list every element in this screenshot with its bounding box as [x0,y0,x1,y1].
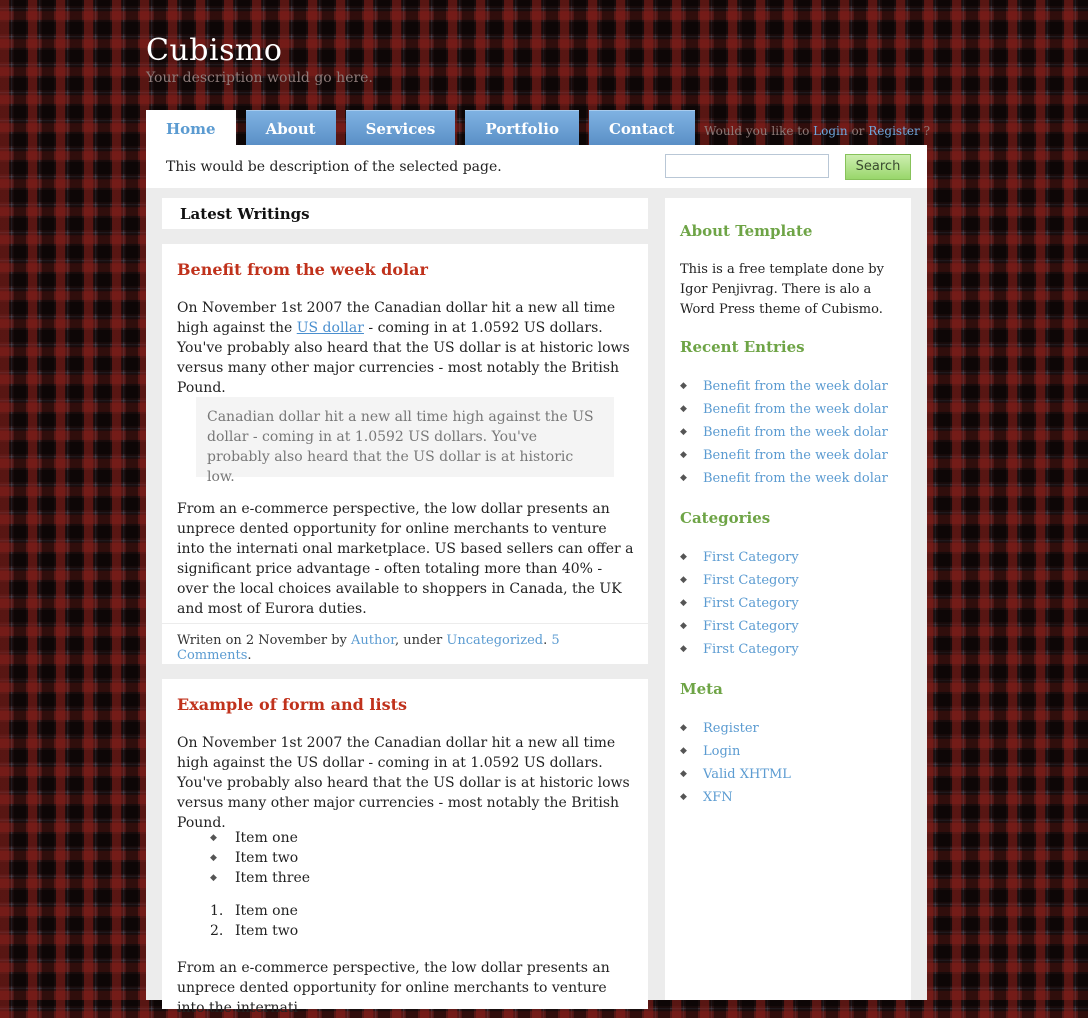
recent-entry-link[interactable] [680,467,888,490]
diamond-bullet-icon: ◆ [680,381,687,391]
recent-entries-list [680,375,888,490]
meta-link[interactable] [680,786,791,809]
us-dollar-link[interactable]: US dollar [296,320,364,336]
tab-services[interactable]: Services [346,110,456,145]
diamond-bullet-icon: ◆ [680,746,687,756]
recent-entry-link[interactable] [680,444,888,467]
sidebar [665,198,911,1000]
recent-entry-link[interactable] [680,421,888,444]
category-label[interactable]: First Category [703,550,799,565]
page-description-bar [146,145,927,188]
diamond-bullet-icon: ◆ [210,873,217,883]
section-title: Latest Writings [180,205,310,223]
category-link[interactable]: Uncategorized [446,633,544,648]
meta-list [680,717,791,809]
categories-heading: Categories [680,509,771,527]
post-paragraph: From an e-commerce perspective, the low dollar presents an unprece dented opportunity for online merchants to venture into the internati [177,960,610,1016]
category-label[interactable]: First Category [703,642,799,657]
content-wrapper [146,145,927,1016]
meta-heading: Meta [680,680,723,698]
meta-label[interactable]: XFN [703,790,733,805]
list-number: 2. [210,923,224,939]
diamond-bullet-icon: ◆ [680,427,687,437]
category-link[interactable] [680,615,799,638]
about-text: This is a free template done by Igor Penjivrag. There is alo a Word Press theme of Cubismo. [680,262,884,317]
category-link[interactable] [680,546,799,569]
diamond-bullet-icon: ◆ [680,621,687,631]
login-prompt-prefix: Would you like to [704,124,810,138]
post-meta-text: , under [395,633,443,648]
list-item [210,921,298,941]
meta-label[interactable]: Register [703,721,759,736]
category-label[interactable]: First Category [703,619,799,634]
category-link[interactable] [680,569,799,592]
recent-entry-link[interactable] [680,398,888,421]
diamond-bullet-icon: ◆ [680,598,687,608]
list-item [210,901,298,921]
recent-entry-label[interactable]: Benefit from the week dolar [703,471,888,486]
diamond-bullet-icon: ◆ [680,769,687,779]
diamond-bullet-icon: ◆ [680,644,687,654]
meta-link[interactable] [680,717,791,740]
post-meta-text: . [247,648,252,663]
post-title[interactable]: Example of form and lists [177,695,407,714]
post-title[interactable]: Benefit from the week dolar [177,260,428,279]
post-card [162,244,648,664]
list-item-label: Item one [235,903,298,919]
recent-entry-label[interactable]: Benefit from the week dolar [703,448,888,463]
category-label[interactable]: First Category [703,573,799,588]
recent-entry-label[interactable]: Benefit from the week dolar [703,425,888,440]
login-prompt [704,124,930,138]
recent-entry-link[interactable] [680,375,888,398]
author-link[interactable]: Author [351,633,396,648]
diamond-bullet-icon: ◆ [680,792,687,802]
meta-label[interactable]: Login [703,744,741,759]
list-item [210,848,310,868]
search-button[interactable]: Search [845,154,911,180]
meta-link[interactable] [680,740,791,763]
diamond-bullet-icon: ◆ [680,723,687,733]
tab-about[interactable]: About [246,110,336,145]
register-link[interactable]: Register [868,124,920,138]
tab-portfolio[interactable]: Portfolio [465,110,579,145]
about-heading: About Template [680,222,813,240]
blockquote: Canadian dollar hit a new all time high against the US dollar - coming in at 1.0592 US dollars. You've probably also heard that the US dollar is at historic low. [196,397,614,477]
list-item [210,828,310,848]
post-meta-text: Writen on 2 November by [177,633,347,648]
login-prompt-or: or [851,124,865,138]
category-label[interactable]: First Category [703,596,799,611]
post-paragraph: On November 1st 2007 the Canadian dollar hit a new all time high against the US dollar - coming in at 1.0592 US dollars. You've probably also heard that the US dollar is at historic lows versus many other major currencies - most notably the British Pound. [177,735,630,831]
site-description: Your description would go here. [146,70,373,86]
post-card [162,679,648,1016]
tab-home[interactable]: Home [146,110,236,146]
post-text: - coming in at 1.0592 US dollars. You've probably also heard that the US dollar is at historic lows versus many other major currencies - most notably the British Pound. [177,320,630,396]
recent-entry-label[interactable]: Benefit from the week dolar [703,402,888,417]
list-item-label: Item one [235,830,298,846]
diamond-bullet-icon: ◆ [210,833,217,843]
main-navigation [146,110,695,146]
meta-link[interactable] [680,763,791,786]
latest-writings-header [162,198,648,229]
category-link[interactable] [680,638,799,661]
post-meta-text: . [543,633,548,648]
meta-label[interactable]: Valid XHTML [703,767,791,782]
post-paragraph [177,298,635,398]
list-item-label: Item three [235,870,311,886]
tab-contact[interactable]: Contact [589,110,695,145]
post-text: On November 1st 2007 the Canadian dollar hit a new all time high against the [177,300,616,336]
diamond-bullet-icon: ◆ [680,450,687,460]
post-paragraph: From an e-commerce perspective, the low dollar presents an unprece dented opportunity for online merchants to venture into the internati onal marketplace. US based sellers can offer a significant price advantage - often totaling more than 40% - over the local choices available to shoppers in Canada, the UK and most of Eurora duties. [177,501,634,617]
diamond-bullet-icon: ◆ [680,575,687,585]
category-link[interactable] [680,592,799,615]
search-input[interactable] [665,154,829,178]
page-description: This would be description of the selected page. [166,159,502,175]
login-prompt-suffix: ? [923,124,930,138]
list-number: 1. [210,903,224,919]
diamond-bullet-icon: ◆ [680,552,687,562]
comments-link[interactable]: 5 Comments [177,633,560,663]
diamond-bullet-icon: ◆ [210,853,217,863]
bullet-list [210,828,310,888]
list-item-label: Item two [235,923,299,939]
site-title[interactable]: Cubismo [146,33,283,68]
post-meta [162,623,648,663]
recent-entry-label[interactable]: Benefit from the week dolar [703,379,888,394]
login-link[interactable]: Login [813,124,848,138]
recent-entries-heading: Recent Entries [680,338,805,356]
list-item [210,868,310,888]
diamond-bullet-icon: ◆ [680,473,687,483]
numbered-list [210,901,298,941]
diamond-bullet-icon: ◆ [680,404,687,414]
list-item-label: Item two [235,850,299,866]
categories-list [680,546,799,661]
